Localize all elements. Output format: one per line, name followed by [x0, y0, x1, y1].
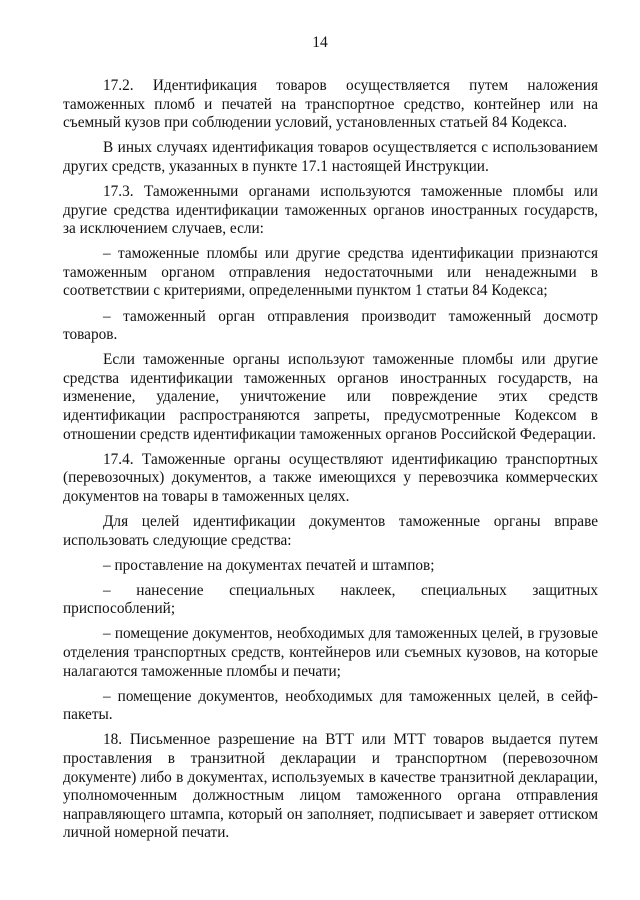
list-item-safe-packets: – помещение документов, необходимых для таможенных целей, в сейф-пакеты.: [63, 687, 598, 724]
list-item-stamps: – проставление на документах печатей и штампов;: [103, 556, 435, 574]
paragraph-17-4: 17.4. Таможенные органы осуществляют идентификацию транспортных (перевозочных) документов, а также имеющихся у перевозчика коммерческих документов на товары в таможенных целях.: [63, 450, 598, 505]
paragraph-18: 18. Письменное разрешение на ВТТ или МТТ товаров выдается путем проставления в транзитной декларации и транспортном (перевозочном документе) либо в документах, используемых в качестве транзитной декларации, уполномоченным должностным лицом таможенного органа отправления направляющего штампа, который он заполняет, подписывает и заверяет оттиском личной номерной печати.: [63, 731, 598, 842]
paragraph-17-4-means-intro: Для целей идентификации документов таможенные органы вправе использовать следующие средства:: [63, 512, 598, 549]
document-body: [63, 77, 598, 843]
paragraph-17-2-other-means: В иных случаях идентификация товаров осуществляется с использованием других средств, указанных в пункте 17.1 настоящей Инструкции.: [63, 139, 598, 175]
list-item-insufficient-seals: – таможенные пломбы или другие средства идентификации признаются таможенным органом отправления недостаточными или ненадежными в соответствии с критериями, определенными пунктом 1 статьи 84 Кодекса;: [63, 245, 598, 300]
paragraph-17-3-prohibitions: Если таможенные органы используют таможенные пломбы или другие средства идентификации таможенных органов иностранных государств, на изменение, удаление, уничтожение или повреждение этих средств идентификации распространяются запреты, предусмотренные Кодексом в отношении средств идентификации таможенных органов Российской Федерации.: [63, 351, 598, 443]
paragraph-17-2: 17.2. Идентификация товаров осуществляется путем наложения таможенных пломб и печатей на транспортное средство, контейнер или на съемный кузов при соблюдении условий, установленных статьей 84 Кодекса.: [63, 77, 598, 132]
list-item-cargo-compartments: – помещение документов, необходимых для таможенных целей, в грузовые отделения транспортных средств, контейнеров или съемных кузовов, на которые налагаются таможенные пломбы и печати;: [63, 625, 598, 680]
paragraph-17-3: 17.3. Таможенными органами используются таможенные пломбы или другие средства идентификации таможенных органов иностранных государств, за исключением случаев, если:: [63, 182, 598, 238]
list-item-customs-inspection: – таможенный орган отправления производит таможенный досмотр товаров.: [63, 307, 598, 344]
page-number: 14: [312, 34, 328, 51]
list-item-stickers: – нанесение специальных наклеек, специальных защитных приспособлений;: [63, 581, 598, 618]
